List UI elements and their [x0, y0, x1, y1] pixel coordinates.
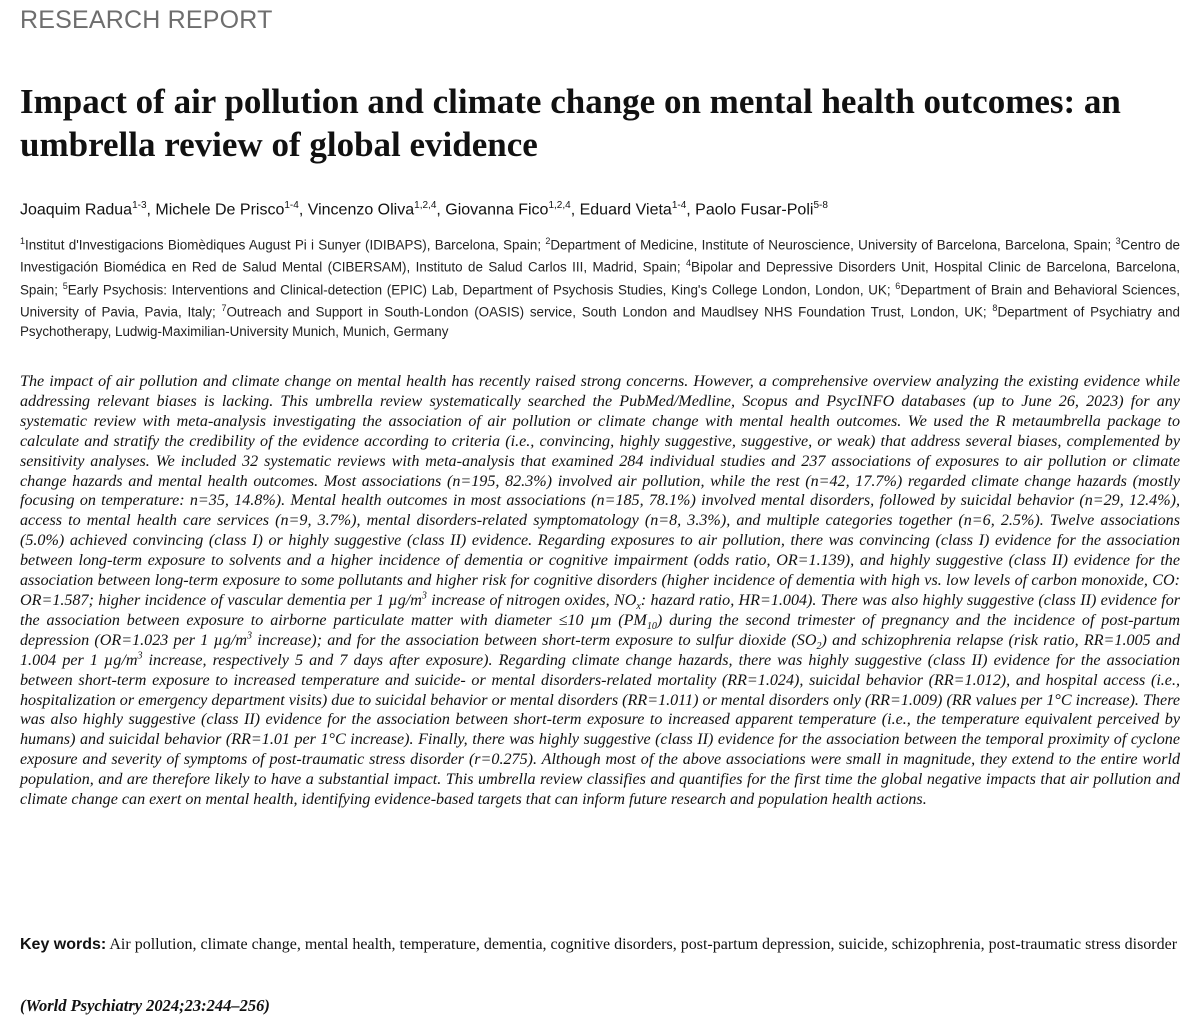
affiliation-number: 8 [992, 303, 998, 314]
affiliation-list [20, 232, 1180, 341]
author-affiliation: 5-8 [813, 200, 828, 211]
affiliation-text: Department of Medicine, Institute of Neuroscience, University of Barcelona, Barcelona, Spain; [550, 237, 1112, 253]
author-name: Michele De Prisco [155, 201, 285, 219]
author-name: Vincenzo Oliva [307, 201, 415, 219]
affiliation-text: Outreach and Support in South-London (OASIS) service, South London and Maudlsey NHS Foundation Trust, London, UK; [226, 304, 987, 320]
author-name: Joaquim Radua [20, 201, 133, 219]
affiliation-text: Centro de Investigación Biomédica en Red de Salud Mental (CIBERSAM), Instituto de Salud Carlos III, Madrid, Spain; [20, 237, 1180, 275]
affiliation-number: 6 [895, 280, 901, 291]
author-name: Paolo Fusar-Poli [695, 201, 814, 219]
author-affiliation: 1,2,4 [548, 200, 571, 211]
affiliation-number: 1 [20, 236, 26, 246]
author-name: Giovanna Fico [445, 201, 549, 219]
citation: (World Psychiatry 2024;23:244–256) [20, 996, 270, 1015]
affiliation-text: Institut d'Investigacions Biomèdiques August Pi i Sunyer (IDIBAPS), Barcelona, Spain; [25, 237, 542, 253]
section-label: RESEARCH REPORT [20, 6, 273, 34]
affiliation-number: 5 [62, 280, 68, 291]
affiliation-text: Early Psychosis: Interventions and Clinical-detection (EPIC) Lab, Department of Psychosis Studies, King's College London, London, UK; [67, 282, 891, 298]
author-affiliation: 1-4 [671, 200, 687, 211]
author-list: Joaquim Radua$^{1-3}$, Michele De Prisco$^{1-4}$, Vincenzo Oliva$^{1,2,4}$, Giovanna Fico$^{1,2,4}$, Eduard Vieta$^{1-4}$, Paolo Fusar-Poli$^{5-8}$ [20, 200, 828, 219]
author-affiliation: 1-4 [284, 200, 299, 211]
affiliation-number: 7 [221, 303, 227, 314]
affiliation-text: Department of Brain and Behavioral Sciences, University of Pavia, Pavia, Italy; [20, 282, 1180, 320]
author-affiliation: 1,2,4 [414, 200, 437, 211]
keywords-label: Key words: [20, 936, 107, 953]
affiliation-text: Department of Psychiatry and Psychotherapy, Ludwig-Maximilian-University Munich, Munich, Germany [20, 304, 1180, 339]
affiliation-number: 3 [1115, 236, 1121, 246]
abstract: The impact of air pollution and climate change on mental health has recently raised strong concerns. However, a comprehensive overview analyzing the existing evidence while addressing relevant biases is lacking. This umbrella review systematically searched the PubMed/Medline, Scopus and PsycINFO databases (up to June 26, 2023) for any systematic review with meta-analysis investigating the association of air pollution or climate change with mental health outcomes. We used the R metaumbrella package to calculate and stratify the credibility of the evidence according to criteria (i.e., convincing, highly suggestive, suggestive, or weak) that address several biases, complemented by sensitivity analyses. We included 32 systematic reviews with meta-analysis that examined 284 individual studies and 237 associations of exposures to air pollution or climate change hazards and mental health outcomes. Most associations (n=195, 82.3%) involved air pollution, while the rest (n=42, 17.7%) regarded climate change hazards (mostly focusing on temperature: n=35, 14.8%). Mental health outcomes in most associations (n=185, 78.1%) involved mental disorders, followed by suicidal behavior (n=29, 12.4%), access to mental health care services (n=9, 3.7%), mental disorders-related symptomatology (n=8, 3.3%), and multiple categories together (n=6, 2.5%). Twelve associations (5.0%) achieved convincing (class I) or highly suggestive (class II) evidence. Regarding exposures to air pollution, there was convincing (class I) evidence for the association between long-term exposure to solvents and a higher incidence of dementia or cognitive impairment (odds ratio, OR=1.139), and highly suggestive (class II) evidence for the association between long-term exposure to some pollutants and higher risk for cognitive disorders (higher incidence of dementia with high vs. low levels of carbon monoxide, CO: OR=1.587; higher incidence of vascular dementia per 1 $\mu g/m^3$ increase of nitrogen oxides, $NO_x$: hazard ratio, HR=1.004). There was also highly suggestive (class II) evidence for the association between exposure to airborne particulate matter with diameter ≤10 µm $(PM_{10})$ during the second trimester of pregnancy and the incidence of post-partum depression (OR=1.023 per 1 $\mu g/m^3$ increase); and for the association between short-term exposure to sulfur dioxide $(SO_2)$ and schizophrenia relapse (risk ratio, RR=1.005 and 1.004 per 1 $\mu g/m^3$ increase, respectively 5 and 7 days after exposure). Regarding climate change hazards, there was highly suggestive (class II) evidence for the association between short-term exposure to increased temperature and suicide- or mental disorders-related mortality (RR=1.024), suicidal behavior (RR=1.012), and hospital access (i.e., hospitalization or emergency department visits) due to suicidal behavior or mental disorders (RR=1.011) or mental disorders only (RR=1.009) (RR values per 1°C increase). There was also highly suggestive (class II) evidence for the association between short-term exposure to increased apparent temperature (i.e., the temperature equivalent perceived by humans) and suicidal behavior (RR=1.01 per 1°C increase). Finally, there was highly suggestive (class II) evidence for the association between the temporal proximity of cyclone exposure and severity of symptoms of post-traumatic stress disorder (r=0.275). Although most of the above associations were small in magnitude, they extend to the entire world population, and are therefore likely to have a substantial impact. This umbrella review classifies and quantifies for the first time the global negative impacts that air pollution and climate change can exert on mental health, identifying evidence-based targets that can inform future research and population health actions. [20, 373, 1181, 809]
affiliation-number: 4 [686, 258, 692, 269]
affiliation-text: Bipolar and Depressive Disorders Unit, Hospital Clinic de Barcelona, Barcelona, Spain; [20, 259, 1180, 298]
author-affiliation: 1-3 [132, 200, 147, 211]
article-title: Impact of air pollution and climate change on mental health outcomes: an umbrella review of global evidence [20, 82, 1121, 164]
keywords [20, 934, 1180, 955]
keywords-text: Air pollution, climate change, mental health, temperature, dementia, cognitive disorders, post-partum depression, suicide, schizophrenia, post-traumatic stress disorder [106, 936, 1178, 953]
author-name: Eduard Vieta [579, 201, 672, 219]
affiliation-number: 2 [545, 236, 551, 246]
